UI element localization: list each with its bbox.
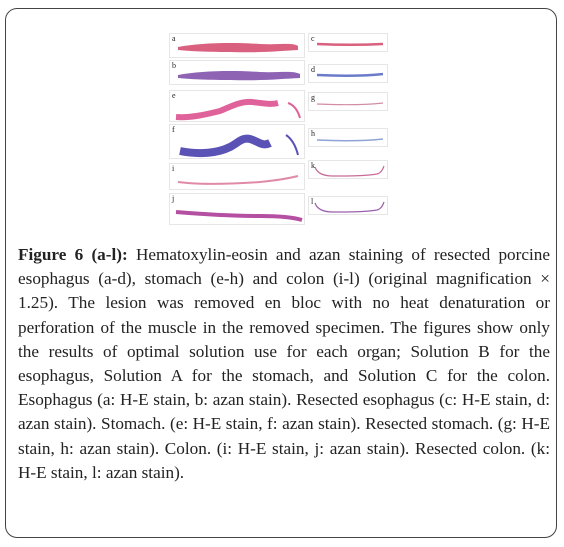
panel-g-letter: c [311, 34, 315, 43]
panel-k-specimen [309, 161, 388, 179]
panel-e-specimen [170, 164, 305, 190]
panel-k [308, 160, 388, 179]
panel-h-letter: d [311, 65, 315, 74]
panel-f-specimen [170, 194, 305, 225]
panel-c-specimen [170, 91, 305, 122]
panel-h-specimen [309, 65, 388, 83]
panel-h [308, 64, 388, 83]
panel-g-specimen [309, 34, 388, 52]
panel-l [308, 196, 388, 215]
panel-e-letter: i [172, 164, 175, 173]
panel-d-letter: f [172, 125, 175, 134]
panel-c-letter: e [172, 91, 176, 100]
panel-b-letter: b [172, 61, 176, 70]
panel-f-letter: j [172, 194, 175, 203]
panel-b [169, 60, 305, 85]
caption-label: Figure 6 (a-l): [18, 245, 128, 264]
panel-l-letter: l [311, 197, 314, 206]
panel-i-specimen [309, 93, 388, 111]
panel-l-specimen [309, 197, 388, 215]
panel-a [169, 33, 305, 58]
panel-c [169, 90, 305, 122]
panel-j-specimen [309, 129, 388, 147]
figure-caption [18, 243, 550, 485]
caption-text: Hematoxylin-eosin and azan staining of resected porcine esophagus (a-d), stomach (e-h) and colon (i-l) (original magnification × 1.25). The lesion was removed en bloc with no heat denaturation or perforation of the muscle in the removed specimen. The figures show only the results of optimal solution use for each organ; Solution B for the esophagus, Solution A for the stomach, and Solution C for the colon. Esophagus (a: H-E stain, b: azan stain). Resected esophagus (c: H-E stain, d: azan stain). Stomach. (e: H-E stain, f: azan stain). Resected stomach. (g: H-E stain, h: azan stain). Colon. (i: H-E stain, j: azan stain). Resected colon. (k: H-E stain, l: azan stain). [18, 245, 550, 482]
panel-k-letter: k [311, 161, 315, 170]
panel-a-letter: a [172, 34, 176, 43]
panel-j-letter: h [311, 129, 315, 138]
figure-panels [0, 0, 564, 230]
panel-i [308, 92, 388, 111]
panel-i-letter: g [311, 93, 315, 102]
panel-d [169, 124, 305, 159]
panel-e [169, 163, 305, 190]
panel-f [169, 193, 305, 225]
panel-g [308, 33, 388, 52]
panel-b-specimen [170, 61, 305, 85]
panel-a-specimen [170, 34, 305, 58]
panel-j [308, 128, 388, 147]
panel-d-specimen [170, 125, 305, 159]
